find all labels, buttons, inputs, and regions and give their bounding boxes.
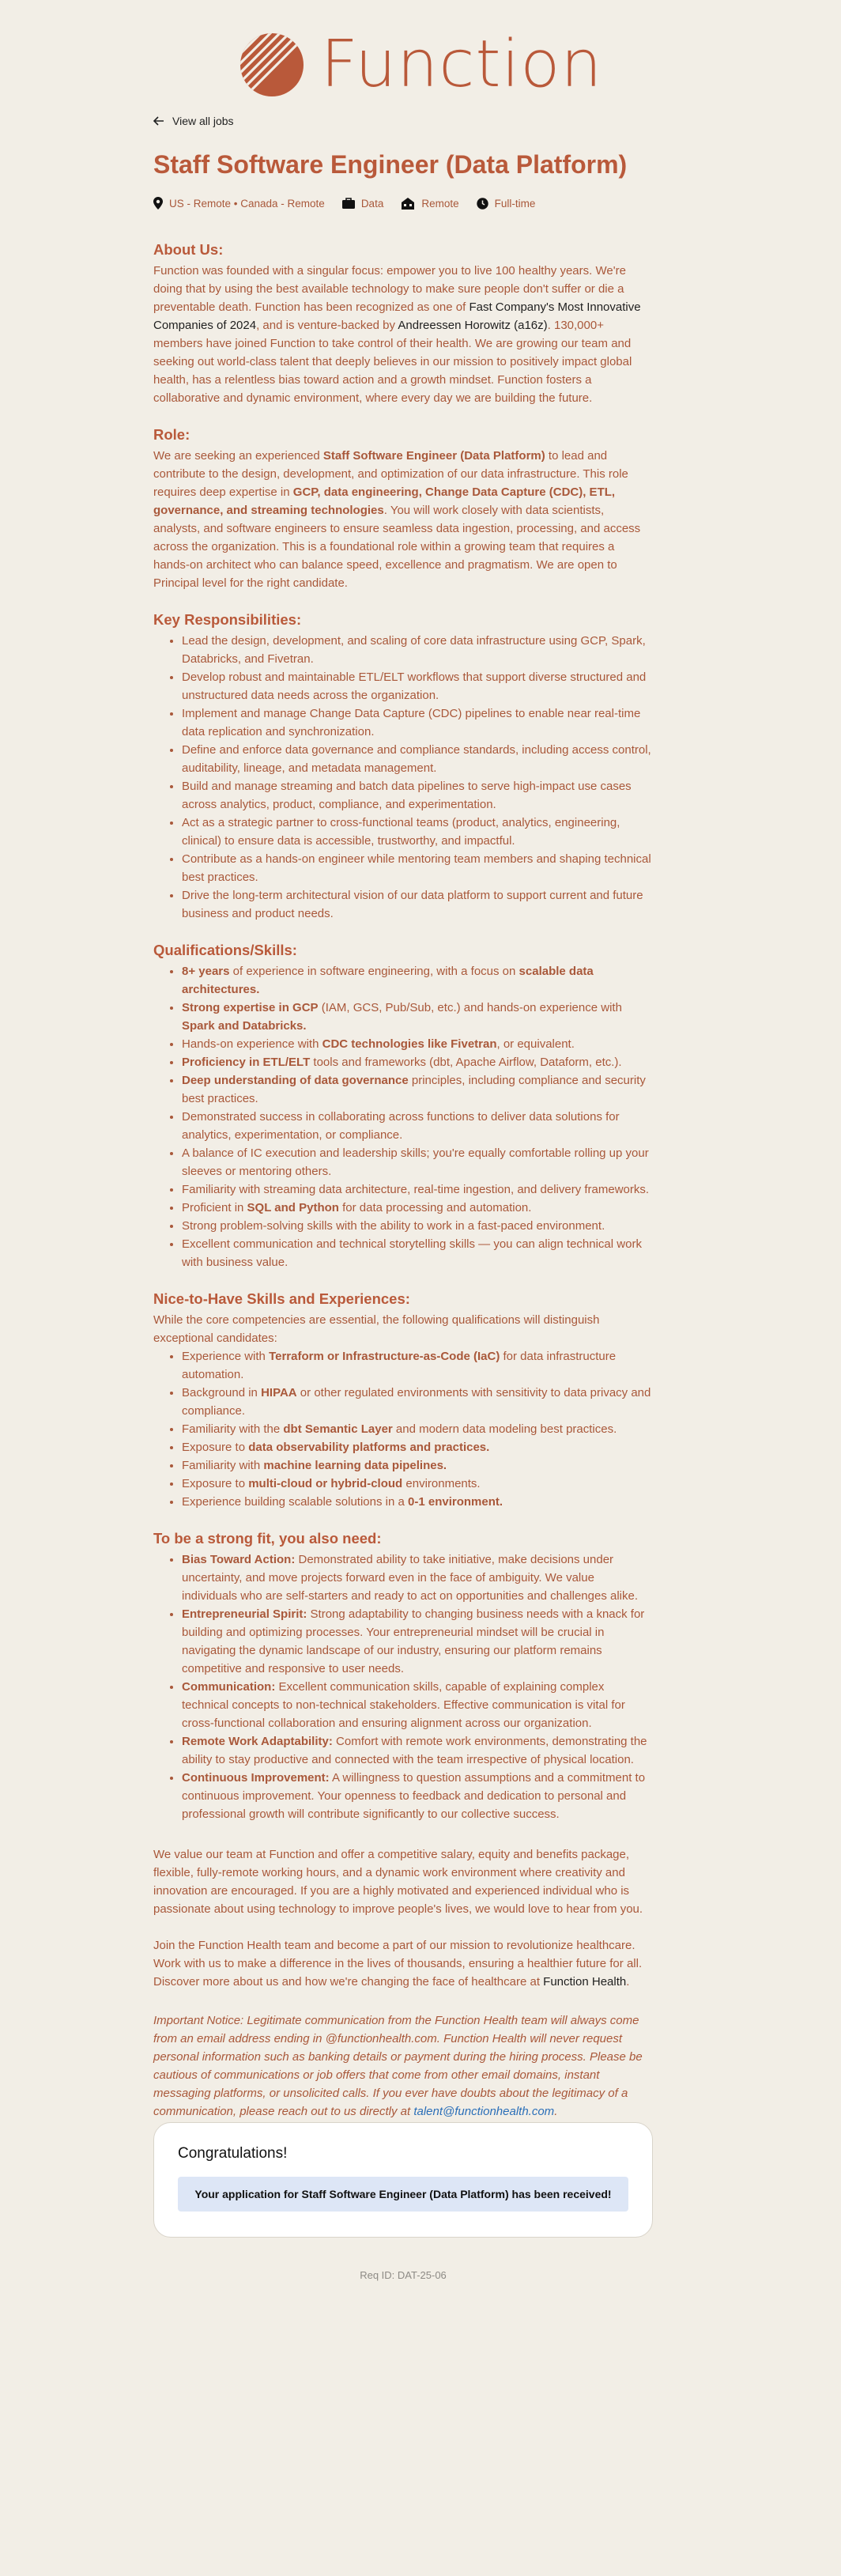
list-item: • Deep understanding of data governance principles, including compliance and security best practices.	[182, 1071, 653, 1108]
brand-logo[interactable]	[188, 0, 653, 109]
role-bold-1: Staff Software Engineer (Data Platform)	[322, 449, 545, 463]
confirmation-title: Congratulations!	[178, 2145, 288, 2162]
role-text-1: We are seeking an experienced	[153, 449, 323, 463]
function-health-link[interactable]: Function Health	[543, 1975, 627, 1989]
building-icon	[401, 197, 415, 210]
responsibilities-list	[153, 632, 653, 923]
closing-paragraph-2: Join the Function Health team and become a part of our mission to revolutionize healthcare. Work with us to make a difference in the lives of thousands, ensuring a healthier future for all. Discover more about us and how we're changing the face of healthcare at Function Health.	[153, 1939, 643, 1989]
list-item: • Excellent communication and technical storytelling skills — you can align technical work with business value.	[182, 1235, 653, 1271]
list-item: • Contribute as a hands-on engineer while mentoring team members and shaping technical best practices.	[182, 850, 653, 886]
brand-wordmark: Function	[320, 27, 603, 102]
list-item: • Implement and manage Change Data Capture (CDC) pipelines to enable near real-time data replication and synchronization.	[182, 704, 653, 741]
about-text-2: , and is venture-backed by	[256, 319, 398, 332]
closing-paragraph-1: We value our team at Function and offer a competitive salary, equity and benefits package, flexible, fully-remote working hours, and a dynamic work environment where creativity and innovation are encouraged. If you are a highly motivated and experienced individual who is passionate about using technology to improve people's lives, we would love to hear from you.	[153, 1848, 643, 1916]
list-item: • Act as a strategic partner to cross-functional teams (product, analytics, engineering, clinical) to ensure data is accessible, trustworthy, and impactful.	[182, 814, 653, 850]
job-workplace	[401, 197, 458, 210]
confirmation-card	[153, 2122, 653, 2238]
job-title: Staff Software Engineer (Data Platform)	[153, 150, 628, 179]
list-item: • Proficient in SQL and Python for data processing and automation.	[182, 1199, 653, 1217]
function-logo-icon	[239, 32, 305, 98]
job-type-text: Full-time	[494, 197, 536, 210]
about-text	[153, 262, 653, 407]
about-text-1: Function was founded with a singular focus: empower you to live 100 healthy years. We're doing that by using the best available technology to make sure people don't suffer or die a preventable death. Function has been recognized as one of	[153, 264, 626, 314]
nice-to-have-intro: While the core competencies are essential, the following qualifications will distinguish exceptional candidates:	[153, 1313, 600, 1345]
strong-fit-section	[153, 1530, 653, 1823]
role-bold-2: GCP, data engineering, Change Data Capture (CDC), ETL, governance, and streaming technologies	[153, 485, 616, 517]
list-item: • Bias Toward Action: Demonstrated ability to take initiative, make decisions under uncertainty, and move projects forward even in the face of ambiguity. We value individuals who are self-starters and ready to act on opportunities and challenges alike.	[182, 1551, 653, 1605]
list-item: • Entrepreneurial Spirit: Strong adaptability to changing business needs with a knack for building and optimizing processes. Your entrepreneurial mindset will be crucial in navigating the dynamic landscape of our industry, ensuring our platform remains competitive and responsive to user needs.	[182, 1605, 653, 1678]
role-text	[153, 447, 653, 592]
talent-email-link[interactable]: talent@functionhealth.com	[413, 2105, 555, 2118]
location-pin-icon	[153, 197, 163, 210]
confirmation-banner: Your application for Staff Software Engineer (Data Platform) has been received!	[178, 2177, 628, 2212]
about-heading: About Us:	[153, 241, 224, 258]
nice-to-have-list	[153, 1347, 653, 1511]
job-workplace-text: Remote	[421, 197, 459, 210]
list-item: • Build and manage streaming and batch data pipelines to serve high-impact use cases across analytics, product, compliance, and experimentation.	[182, 777, 653, 814]
qualifications-heading: Qualifications/Skills:	[153, 942, 297, 958]
list-item: • Hands-on experience with CDC technologies like Fivetran, or equivalent.	[182, 1035, 653, 1053]
important-notice: Important Notice: Legitimate communication from the Function Health team will always come from an email address ending in @functionhealth.com. Function Health will never request personal information such as banking details or payment during the hiring process. Please be cautious of communications or job offers that come from other email domains, instant messaging platforms, or unsolicited calls. If you ever have doubts about the legitimacy of a communication, please reach out to us directly at talent@functionhealth.com.	[153, 2014, 643, 2118]
list-item: • Familiarity with machine learning data pipelines.	[182, 1456, 653, 1475]
job-meta	[153, 197, 653, 210]
list-item: • Exposure to data observability platforms and practices.	[182, 1438, 653, 1456]
list-item: • Lead the design, development, and scaling of core data infrastructure using GCP, Spark, Databricks, and Fivetran.	[182, 632, 653, 668]
list-item: • Demonstrated success in collaborating across functions to deliver data solutions for analytics, experimentation, or compliance.	[182, 1108, 653, 1144]
clock-icon	[477, 198, 488, 210]
responsibilities-heading: Key Responsibilities:	[153, 611, 302, 628]
list-item: • Background in HIPAA or other regulated environments with sensitivity to data privacy and compliance.	[182, 1384, 653, 1420]
job-department	[342, 198, 384, 210]
job-location	[153, 197, 325, 210]
about-section	[153, 241, 653, 407]
list-item: • Proficiency in ETL/ELT tools and frameworks (dbt, Apache Airflow, Dataform, etc.).	[182, 1053, 653, 1071]
list-item: • Exposure to multi-cloud or hybrid-cloud environments.	[182, 1475, 653, 1493]
list-item: • Experience with Terraform or Infrastructure-as-Code (IaC) for data infrastructure automation.	[182, 1347, 653, 1384]
nice-to-have-section	[153, 1290, 653, 1511]
list-item: • Familiarity with streaming data architecture, real-time ingestion, and delivery frameworks.	[182, 1180, 653, 1199]
list-item: • Experience building scalable solutions in a 0-1 environment.	[182, 1493, 653, 1511]
a16z-link[interactable]: Andreessen Horowitz (a16z)	[398, 319, 548, 332]
briefcase-icon	[342, 198, 355, 209]
view-all-jobs-link[interactable]	[153, 109, 653, 133]
list-item: • Drive the long-term architectural vision of our data platform to support current and future business and product needs.	[182, 886, 653, 923]
list-item: • Strong problem-solving skills with the ability to work in a fast-paced environment.	[182, 1217, 653, 1235]
list-item: • 8+ years of experience in software engineering, with a focus on scalable data architectures.	[182, 962, 653, 999]
job-type	[477, 198, 536, 210]
req-id: Req ID: DAT-25-06	[360, 2269, 447, 2281]
list-item: • Remote Work Adaptability: Comfort with remote work environments, demonstrating the ability to stay productive and connected with the team irrespective of physical location.	[182, 1732, 653, 1769]
list-item: • Develop robust and maintainable ETL/ELT workflows that support diverse structured and unstructured data needs across the organization.	[182, 668, 653, 704]
role-section	[153, 426, 653, 592]
arrow-left-icon	[153, 116, 164, 126]
role-heading: Role:	[153, 426, 190, 443]
role-text-2: to lead and contribute to the design, development, and optimization of our data infrastructure. This role requires deep expertise in	[153, 449, 628, 499]
job-department-text: Data	[360, 197, 384, 210]
list-item: • Define and enforce data governance and compliance standards, including access control, auditability, lineage, and metadata management.	[182, 741, 653, 777]
list-item: • Strong expertise in GCP (IAM, GCS, Pub/Sub, etc.) and hands-on experience with Spark and Databricks.	[182, 999, 653, 1035]
role-text-3: . You will work closely with data scientists, analysts, and software engineers to ensure seamless data ingestion, processing, and access across the organization. This is a foundational role within a growing team that requires a hands-on architect who can balance speed, excellence and pragmatism. We are open to Principal level for the right candidate.	[153, 504, 641, 590]
responsibilities-section	[153, 611, 653, 923]
job-location-text: US - Remote • Canada - Remote	[169, 197, 325, 210]
job-page	[153, 0, 653, 2281]
qualifications-list	[153, 962, 653, 1271]
strong-fit-list	[153, 1551, 653, 1823]
qualifications-section	[153, 942, 653, 1271]
list-item: • Communication: Excellent communication skills, capable of explaining complex technical concepts to non-technical stakeholders. Effective communication is vital for cross-functional collaboration and ensuring alignment across our organization.	[182, 1678, 653, 1732]
strong-fit-heading: To be a strong fit, you also need:	[153, 1530, 382, 1547]
list-item: • A balance of IC execution and leadership skills; you're equally comfortable rolling up your sleeves or mentoring others.	[182, 1144, 653, 1180]
nice-to-have-heading: Nice-to-Have Skills and Experiences:	[153, 1290, 410, 1307]
fast-company-link[interactable]: Fast Company's Most Innovative Companies of 2024	[153, 300, 641, 332]
list-item: • Familiarity with the dbt Semantic Layer and modern data modeling best practices.	[182, 1420, 653, 1438]
view-all-jobs-label: View all jobs	[172, 115, 234, 127]
list-item: • Continuous Improvement: A willingness to question assumptions and a commitment to continuous improvement. Your openness to feedback and dedication to personal and professional growth will contribute significantly to our collective success.	[182, 1769, 653, 1823]
about-text-3: . 130,000+ members have joined Function to take control of their health. We are growing our team and seeking out world-class talent that deeply believes in our mission to positively impact global health, has a relentless bias toward action and a growth mindset. Function fosters a collaborative and dynamic environment, where every day we are building the future.	[153, 319, 632, 405]
